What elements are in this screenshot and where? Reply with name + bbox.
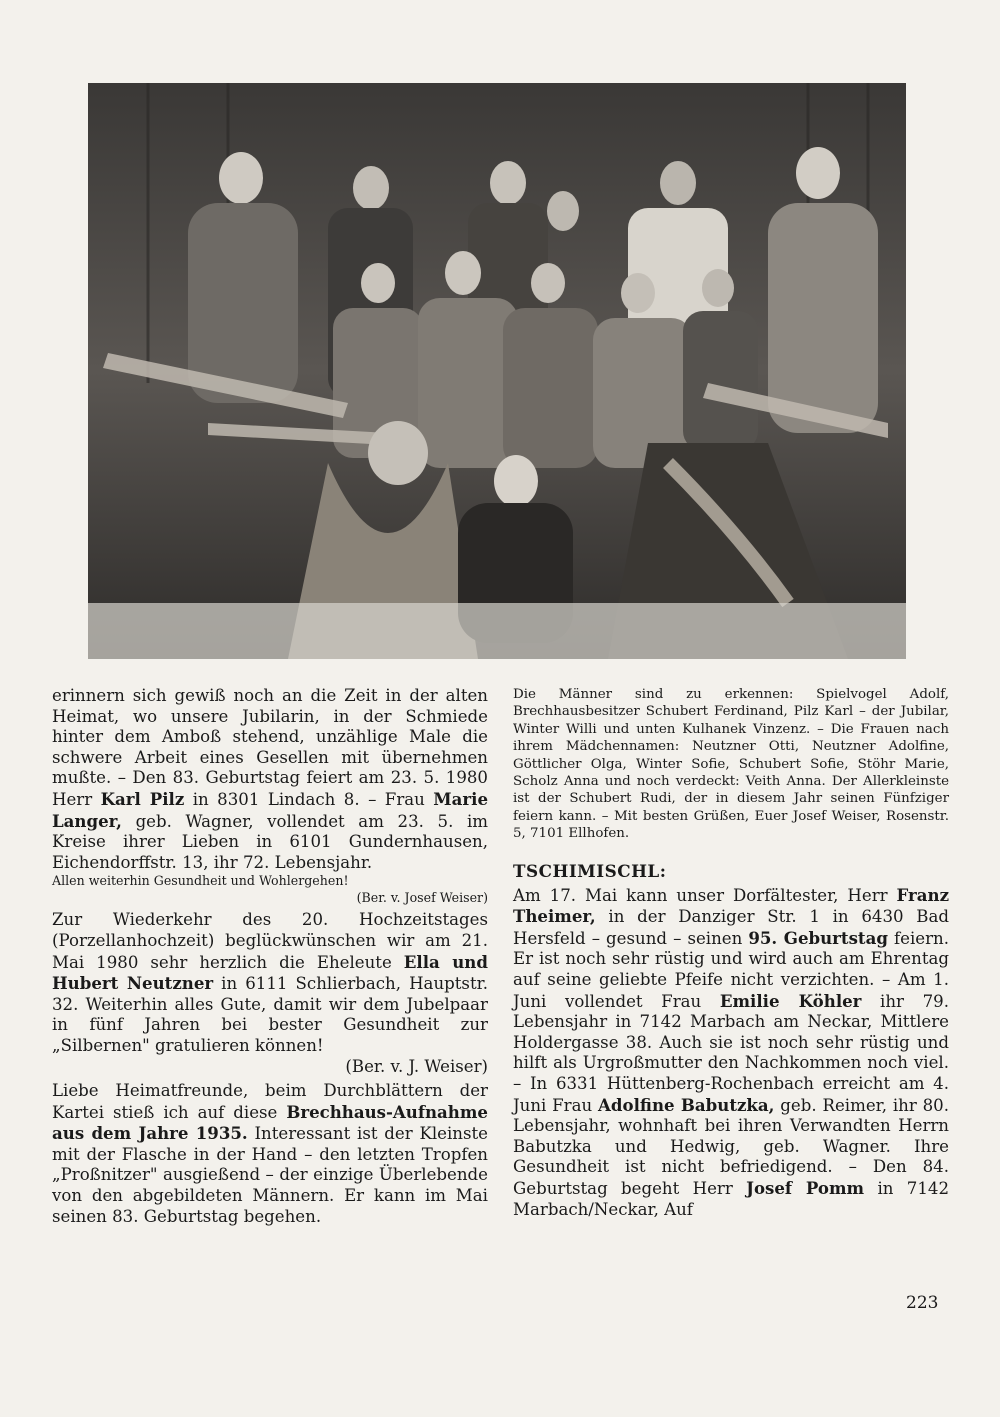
text-segment: Liebe Heimatfreunde, beim Durchblättern der Kartei stieß ich auf diese	[52, 1081, 488, 1122]
text-segment: erinnern sich gewiß noch an die Zeit in der alten Heimat, wo unsere Jubilarin, in der Schmiede hinter dem Amboß stehend, unzählige Male die schwere Arbeit eines Gesellen mit übernehmen mußte. – Den 83. Geburtstag feiert am 23. 5. 1980 Herr	[52, 686, 488, 809]
text-segment: in 6111 Schlierbach, Hauptstr. 32. Weiterhin alles Gute, damit wir dem Jubelpaar in fünf Jahren bei bester Gesundheit zur „Silbernen" gratulieren können!	[52, 974, 488, 1055]
photo-intro-paragraph	[52, 1081, 488, 1227]
text-segment: Zur Wiederkehr des 20. Hochzeitstages (Porzellanhochzeit) beglückwünschen wir am 21. Mai 1980 sehr herzlich die Eheleute	[52, 910, 488, 972]
text-segment: geb. Reimer, ihr 80. Lebensjahr, wohnhaft bei ihren Verwandten Herrn Babutzka und Hedwig, geb. Wagner. Ihre Gesundheit ist nicht befriedigend. – Den 84. Geburtstag begeht Herr	[513, 1095, 949, 1198]
page-number: 223	[906, 1293, 939, 1313]
birthday-paragraph	[52, 686, 488, 873]
name-bold: Marie Langer,	[52, 788, 489, 831]
name-bold: Franz Theimer,	[513, 884, 949, 927]
right-column	[513, 686, 949, 1220]
text-segment: ihr 79. Lebensjahr in 7142 Marbach am Neckar, Mittlere Holdergasse 38. Auch sie ist noch sehr rüstig und hilft als Urgroßmutter den Nachkommen noch viel. – In 6331 Hüttenberg-Rochenbach erreicht am 4. Juni Frau	[513, 991, 950, 1115]
text-segment: Interessant ist der Kleinste mit der Flasche in der Hand – den letzten Tropfen „Proßnitzer" ausgießend – der einzige Überlebende von den abgebildeten Männern. Er kann im Mai seinen 83. Geburtstag begehen.	[52, 1124, 488, 1226]
reporter-credit: (Ber. v. Josef Weiser)	[356, 889, 488, 905]
wish-line: Allen weiterhin Gesundheit und Wohlergehen!	[52, 873, 349, 889]
name-bold: Karl Pilz	[100, 788, 185, 809]
text-segment: Am 17. Mai kann unser Dorfältester, Herr	[513, 885, 897, 905]
birthday-bold: 95. Geburtstag	[748, 927, 888, 948]
text-segment: in der Danziger Str. 1 in 6430 Bad Hersfeld – gesund – seinen	[513, 907, 949, 948]
section-heading: TSCHIMISCHL:	[513, 860, 667, 881]
text-segment: in 8301 Lindach 8. – Frau	[184, 789, 434, 809]
name-bold: Emilie Köhler	[719, 990, 862, 1011]
reporter-credit: (Ber. v. J. Weiser)	[345, 1056, 488, 1076]
name-bold: Josef Pomm	[746, 1177, 865, 1198]
text-segment: in 7142 Marbach/Neckar, Auf	[513, 1178, 950, 1219]
photo-caption: Die Männer sind zu erkennen: Spielvogel Adolf, Brechhausbesitzer Schubert Ferdinand, Pilz Karl – der Jubilar, Winter Willi und unten Kulhanek Vinzenz. – Die Frauen nach ihrem Mädchennamen: Neutzner Otti, Neutzner Adolfine, Göttlicher Olga, Winter Sofie, Schubert Sofie, Stöhr Marie, Scholz Anna und noch verdeckt: Veith Anna. Der Allerkleinste ist der Schubert Rudi, der in diesem Jahr seinen Fünfziger feiern kann. – Mit besten Grüßen, Euer Josef Weiser, Rosenstr. 5, 7101 Ellhofen.	[513, 687, 949, 842]
name-bold: Ella und Hubert Neutzner	[52, 951, 488, 994]
historical-group-photo	[88, 83, 906, 659]
text-segment: geb. Wagner, vollendet am 23. 5. im Kreise ihrer Lieben in 6101 Gundernhausen, Eichendorffstr. 13, ihr 72. Lebensjahr.	[52, 811, 488, 872]
tschimischl-paragraph	[513, 885, 949, 1221]
left-column	[52, 686, 488, 1227]
name-bold: Adolfine Babutzka,	[598, 1094, 775, 1115]
text-segment: feiern. Er ist noch sehr rüstig und wird auch am Ehrentag auf seine geliebte Pfeife nicht verzichten. – Am 1. Juni vollendet Frau	[513, 928, 950, 1011]
anniversary-paragraph	[52, 910, 488, 1056]
photo-illustration	[88, 83, 906, 659]
photo-title-bold: Brechhaus-Aufnahme aus dem Jahre 1935.	[52, 1101, 488, 1144]
